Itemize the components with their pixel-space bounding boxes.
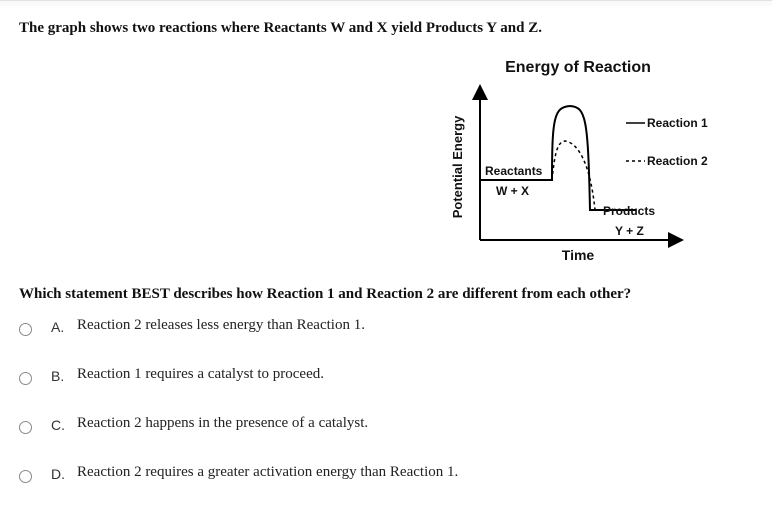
choice-text[interactable]: Reaction 2 releases less energy than Reaction 1. bbox=[77, 317, 365, 333]
choice-letter: D. bbox=[51, 466, 65, 482]
choice-c[interactable] bbox=[0, 414, 772, 444]
radio-button[interactable] bbox=[19, 421, 32, 434]
choice-text[interactable]: Reaction 1 requires a catalyst to proceed. bbox=[77, 366, 324, 382]
choice-b[interactable] bbox=[0, 365, 772, 395]
question-stem: The graph shows two reactions where Reactants W and X yield Products Y and Z. bbox=[19, 20, 542, 36]
choice-a[interactable] bbox=[0, 316, 772, 346]
diagram-title: Energy of Reaction bbox=[505, 59, 651, 76]
choice-text[interactable]: Reaction 2 happens in the presence of a catalyst. bbox=[77, 415, 369, 431]
radio-button[interactable] bbox=[19, 470, 32, 483]
legend-reaction-1: Reaction 1 bbox=[647, 116, 708, 130]
choice-letter: C. bbox=[51, 417, 65, 433]
products-formula: Y + Z bbox=[615, 224, 644, 238]
choice-letter: A. bbox=[51, 319, 65, 335]
y-axis-label: Potential Energy bbox=[450, 115, 465, 219]
x-axis-label: Time bbox=[561, 247, 595, 263]
choice-text[interactable]: Reaction 2 requires a greater activation energy than Reaction 1. bbox=[77, 464, 459, 480]
radio-button[interactable] bbox=[19, 323, 32, 336]
energy-diagram bbox=[440, 52, 730, 274]
legend-reaction-2: Reaction 2 bbox=[647, 154, 708, 168]
reactants-formula: W + X bbox=[496, 184, 530, 198]
top-divider bbox=[0, 0, 772, 6]
radio-button[interactable] bbox=[19, 372, 32, 385]
question-prompt: Which statement BEST describes how Reaction 1 and Reaction 2 are different from each other? bbox=[19, 286, 632, 302]
products-label: Products bbox=[603, 204, 656, 218]
reactants-label: Reactants bbox=[485, 164, 543, 178]
choice-letter: B. bbox=[51, 368, 65, 384]
choice-d[interactable] bbox=[0, 463, 772, 493]
